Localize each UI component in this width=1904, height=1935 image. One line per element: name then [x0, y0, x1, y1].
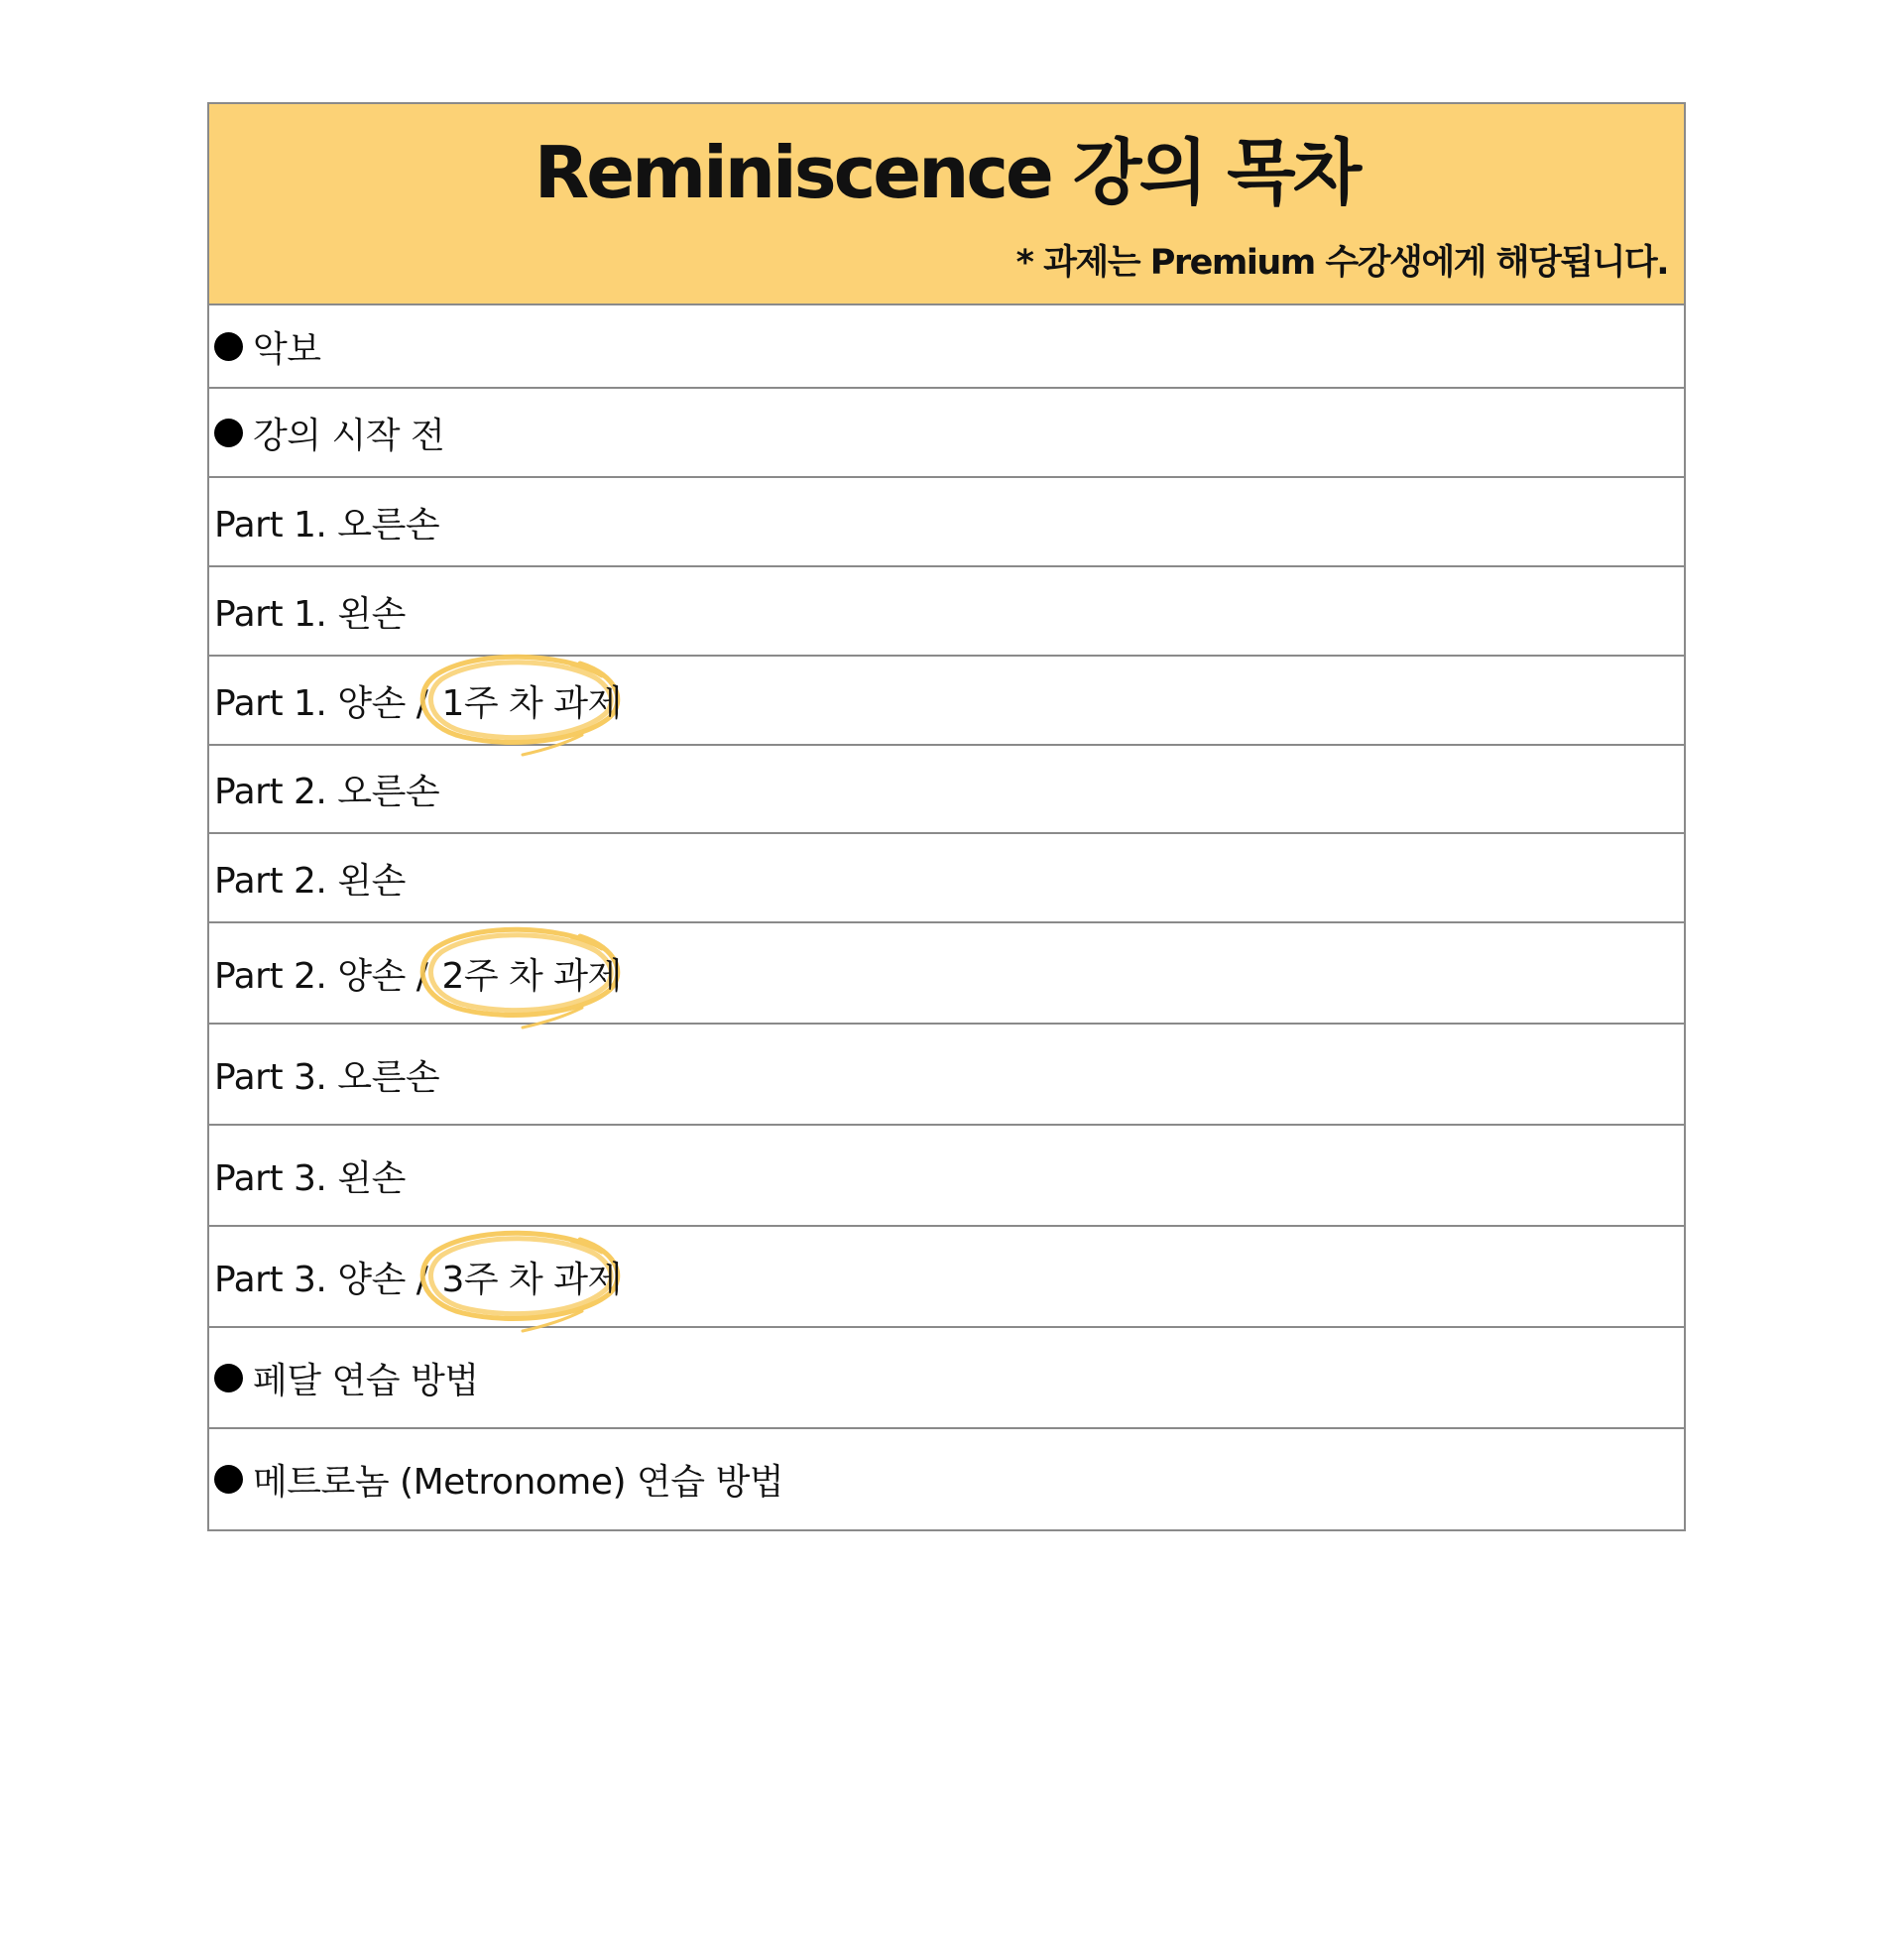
premium-note: * 과제는 Premium 수강생에게 해당됩니다. [1015, 243, 1668, 283]
toc-row[interactable] [209, 1227, 1684, 1328]
row-label: Part 1. 오른손 [214, 504, 440, 545]
row-label: Part 2. 양손 / [214, 955, 428, 997]
toc-row[interactable] [209, 1126, 1684, 1227]
toc-row[interactable] [209, 657, 1684, 746]
row-label: Part 2. 왼손 [214, 860, 406, 902]
row-label: Part 3. 양손 / [214, 1259, 428, 1300]
homework-label: 3주 차 과제 [441, 1259, 622, 1300]
bullet-icon [214, 1465, 243, 1494]
page-title: Reminiscence 강의 목차 [534, 131, 1360, 214]
toc-row[interactable] [209, 478, 1684, 567]
toc-row[interactable] [209, 923, 1684, 1025]
bullet-icon [214, 1364, 243, 1392]
row-label: Part 3. 오른손 [214, 1056, 440, 1098]
row-label: 강의 시작 전 [253, 415, 445, 456]
bullet-icon [214, 419, 243, 447]
toc-row[interactable] [209, 834, 1684, 923]
toc-rows [209, 305, 1684, 1529]
toc-row[interactable] [209, 305, 1684, 389]
row-label: Part 2. 오른손 [214, 772, 440, 812]
toc-row[interactable] [209, 389, 1684, 478]
toc-row[interactable] [209, 567, 1684, 657]
homework-highlight[interactable] [441, 675, 621, 726]
homework-highlight[interactable] [441, 948, 621, 999]
toc-row[interactable] [209, 1328, 1684, 1429]
homework-label: 1주 차 과제 [441, 682, 622, 724]
toc-table [207, 102, 1686, 1531]
toc-row[interactable] [209, 1025, 1684, 1126]
row-label: 메트로놈 (Metronome) 연습 방법 [253, 1462, 784, 1503]
row-label: Part 1. 왼손 [214, 593, 406, 635]
bullet-icon [214, 332, 243, 361]
row-label: Part 3. 왼손 [214, 1157, 406, 1199]
row-label: 페달 연습 방법 [253, 1360, 479, 1401]
row-label: 악보 [253, 328, 321, 370]
row-label: Part 1. 양손 / [214, 682, 428, 724]
homework-label: 2주 차 과제 [441, 955, 622, 997]
toc-row[interactable] [209, 1429, 1684, 1529]
toc-header [209, 104, 1684, 305]
homework-highlight[interactable] [441, 1252, 621, 1302]
